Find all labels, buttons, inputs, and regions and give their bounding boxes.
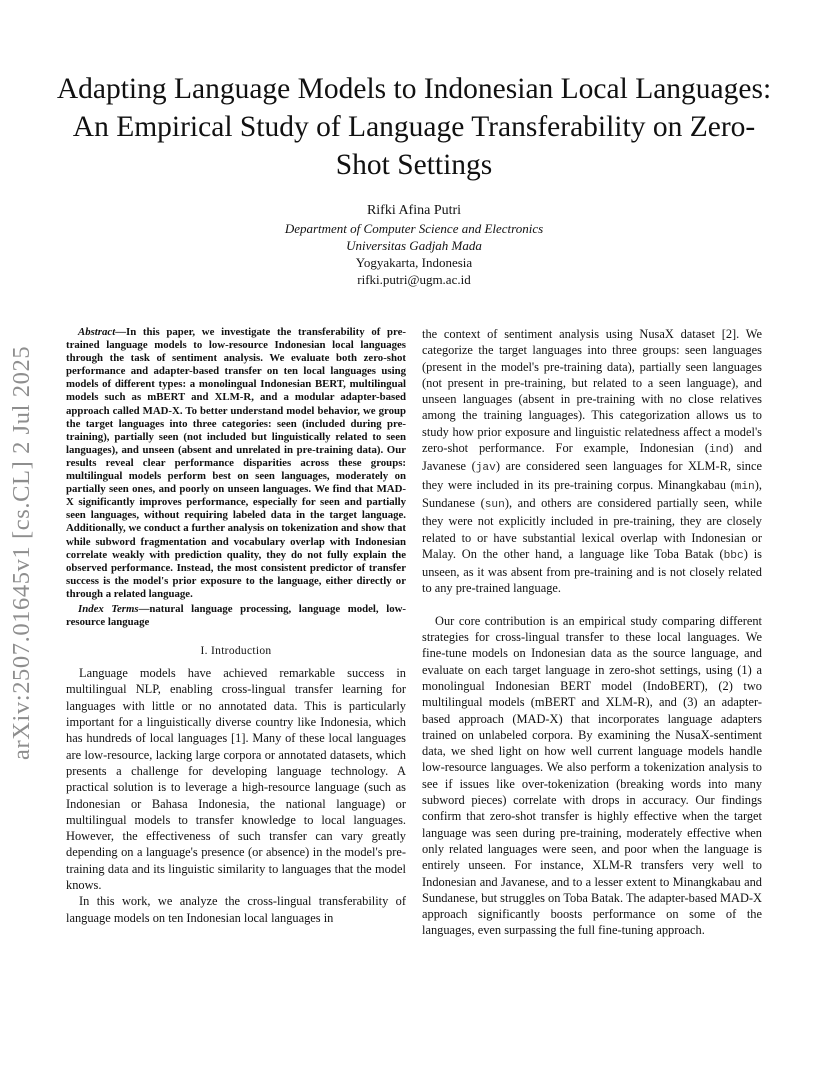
intro-paragraph-1: Language models have achieved remarkable success in multilingual NLP, enabling cross-lingual transfer learning for languages with little or no annotated data. This is particularly important for a linguistically diverse country like Indonesia, which has hundreds of local languages [1]. Many of these local languages are low-resource, lacking large corpora or annotated datasets, which presents a challenge for developing language technology. A practical solution is to leverage a high-resource language (such as Indonesian or Bahasa Indonesia, the national language) or multilingual models to transfer knowledge to local languages. However, the effectiveness of such transfer can vary greatly depending on a language's presence (or absence) in the model's pre-training data and its linguistic similarity to languages that the model knows. <box>66 666 406 893</box>
intro-paragraph-2-continued <box>422 326 762 597</box>
author-department: Department of Computer Science and Electronics <box>284 221 544 236</box>
language-code-ind: ind <box>708 444 730 457</box>
abstract-text: —In this paper, we investigate the transferability of pre-trained language models to low-resource Indonesian local languages through the task of sentiment analysis. We evaluate both zero-shot performance and adapter-based transfer on ten local languages using models of different types: a monolingual Indonesian BERT, multilingual models such as mBERT and XLM-R, and a modular adapter-based approach called MAD-X. To better understand model behavior, we group the target languages into three categories: seen (included during pre-training), partially seen (not included but linguistically related to seen languages), and unseen (absent and unrelated in pre-training data). Our results reveal clear performance disparities across these groups: multilingual models perform best on seen languages, moderately on partially seen ones, and poorly on unseen languages. We find that MAD-X significantly improves performance, especially for seen and partially seen languages, without requiring labeled data in the target language. Additionally, we conduct a further analysis on tokenization and show that while subword fragmentation and vocabulary overlap with Indonesian correlate weakly with prediction quality, they do not fully explain the observed performance. Instead, the most consistent predictor of transfer success is the model's prior exposure to the language, either directly or through a related language. <box>66 326 406 600</box>
section-heading-introduction: I. Introduction <box>200 645 272 658</box>
text-run: ), and others are considered partially seen, while they were not explicitly included in pre-training, they are closely related to or have substantial lexical overlap with Indonesian or Malay. On the other hand, a language like Toba Batak ( <box>422 495 762 561</box>
abstract-label: Abstract <box>78 326 116 338</box>
index-terms-label: Index Terms <box>78 602 139 615</box>
author-name: Rifki Afina Putri <box>366 203 462 218</box>
index-terms <box>66 603 406 629</box>
author-email: rifki.putri@ugm.ac.id <box>357 272 471 287</box>
language-code-bbc: bbc <box>723 549 744 562</box>
author-location: Yogyakarta, Indonesia <box>355 255 473 270</box>
right-column <box>422 326 762 939</box>
index-terms-text: —natural language processing, language model, low-resource language <box>66 602 406 629</box>
text-run: ) and Javanese ( <box>422 441 762 474</box>
author-block <box>64 202 764 288</box>
arxiv-identifier-stamp: arXiv:2507.01645v1 [cs.CL] 2 Jul 2025 <box>8 345 35 760</box>
language-code-min: min <box>734 480 755 493</box>
paper-title: Adapting Language Models to Indonesian Local Languages: An Empirical Study of Language Transferability on Zero-Shot Settings <box>56 73 772 181</box>
language-code-sun: sun <box>484 498 505 511</box>
abstract <box>66 326 406 601</box>
intro-paragraph-3: Our core contribution is an empirical study comparing different strategies for cross-lingual transfer to these local languages. We fine-tune models on Indonesian data as the source language, and evaluate on each target language in zero-shot settings, using (1) a monolingual Indonesian BERT model (IndoBERT), (2) two multilingual models (mBERT and XLM-R), and (3) an adapter-based approach (MAD-X) that incorporates language adapters trained on unlabeled corpora. By examining the NusaX-sentiment data, we shed light on how well current language models handle low-resource languages. We also perform a tokenization analysis to see if issues like over-tokenization (breaking words into many subword pieces) correlate with drops in accuracy. Our findings confirm that zero-shot transfer is highly effective when the target language was seen during pre-training, moderately effective when only related languages were seen, and poor when the language is entirely unseen. For instance, XLM-R transfers very well to Indonesian and Javanese, and to a lesser extent to Minangkabau and Sundanese, but struggles on Toba Batak. The adapter-based MAD-X approach significantly boosts performance on some of the languages, even surpassing the full fine-tuning approach. <box>422 613 762 938</box>
intro-paragraph-2: In this work, we analyze the cross-lingual transferability of language models on ten Indonesian local languages in <box>66 894 406 925</box>
text-run: ) is unseen, as it was absent from pre-training and is not closely related to any pre-trained language. <box>422 546 762 596</box>
text-run: the context of sentiment analysis using NusaX dataset [2]. We categorize the target languages into three groups: seen languages (present in the model's pre-training data), partially seen languages (not present in pre-training, but related to a seen language), and unseen languages (absent in pre-training with no close relatives among the training languages). This categorization allows us to study how prior exposure and linguistic relatedness affect a model's zero-shot performance. For example, Indonesian ( <box>422 327 762 456</box>
text-run: ), Sundanese ( <box>422 477 762 510</box>
left-column <box>66 326 406 926</box>
text-run: ) are considered seen languages for XLM-R, since they were included in its pre-training corpus. Minangkabau ( <box>422 459 762 492</box>
author-university: Universitas Gadjah Mada <box>346 238 482 253</box>
language-code-jav: jav <box>475 462 496 475</box>
